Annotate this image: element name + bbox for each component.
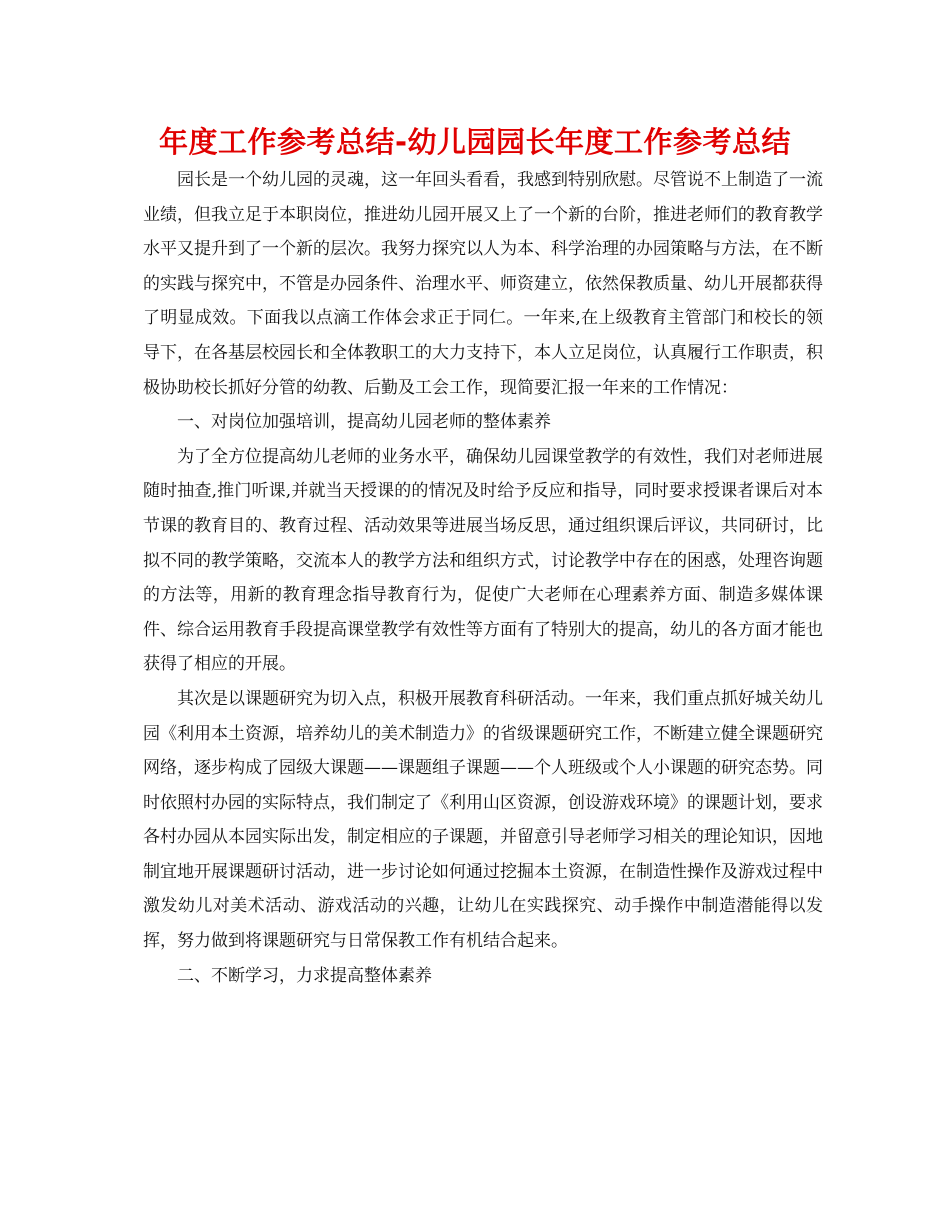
section-heading-2: 二、不断学习，力求提高整体素养 <box>177 965 432 986</box>
section-heading-1: 一、对岗位加强培训，提高幼儿园老师的整体素养 <box>177 412 551 433</box>
document-body <box>143 163 823 993</box>
paragraph-training: 为了全方位提高幼儿老师的业务水平，确保幼儿园课堂教学的有效性，我们对老师进展随时抽查,推门听课,并就当天授课的的情况及时给予反应和指导，同时要求授课者课后对本节课的教育目的、教育过程、活动效果等进展当场反思，通过组织课后评议，共同研讨，比拟不同的教学策略，交流本人的教学方法和组织方式，讨论教学中存在的困惑，处理咨询题的方法等，用新的教育理念指导教育行为，促使广大老师在心理素养方面、制造多媒体课件、综合运用教育手段提高课堂教学有效性等方面有了特别大的提高，幼儿的各方面才能也获得了相应的开展。 <box>143 446 823 675</box>
paragraph-intro: 园长是一个幼儿园的灵魂，这一年回头看看，我感到特别欣慰。尽管说不上制造了一流业绩，但我立足于本职岗位，推进幼儿园开展又上了一个新的台阶，推进老师们的教育教学水平又提升到了一个新的层次。我努力探究以人为本、科学治理的办园策略与方法，在不断的实践与探究中，不管是办园条件、治理水平、师资建立，依然保教质量、幼儿开展都获得了明显成效。下面我以点滴工作体会求正于同仁。一年来,在上级教育主管部门和校长的领导下，在各基层校园长和全体教职工的大力支持下，本人立足岗位，认真履行工作职责，积极协助校长抓好分管的幼教、后勤及工会工作，现简要汇报一年来的工作情况： <box>143 170 823 398</box>
document-title: 年度工作参考总结-幼儿园园长年度工作参考总结 <box>158 125 792 159</box>
paragraph-research: 其次是以课题研究为切入点，积极开展教育科研活动。一年来，我们重点抓好城关幼儿园《利用本土资源，培养幼儿的美术制造力》的省级课题研究工作，不断建立健全课题研究网络，逐步构成了园级大课题——课题组子课题——个人班级或个人小课题的研究态势。同时依照村办园的实际特点，我们制定了《利用山区资源，创设游戏环境》的课题计划，要求各村办园从本园实际出发，制定相应的子课题，并留意引导老师学习相关的理论知识，因地制宜地开展课题研讨活动，进一步讨论如何通过挖掘本土资源，在制造性操作及游戏过程中激发幼儿对美术活动、游戏活动的兴趣，让幼儿在实践探究、动手操作中制造潜能得以发挥，努力做到将课题研究与日常保教工作有机结合起来。 <box>143 688 823 952</box>
